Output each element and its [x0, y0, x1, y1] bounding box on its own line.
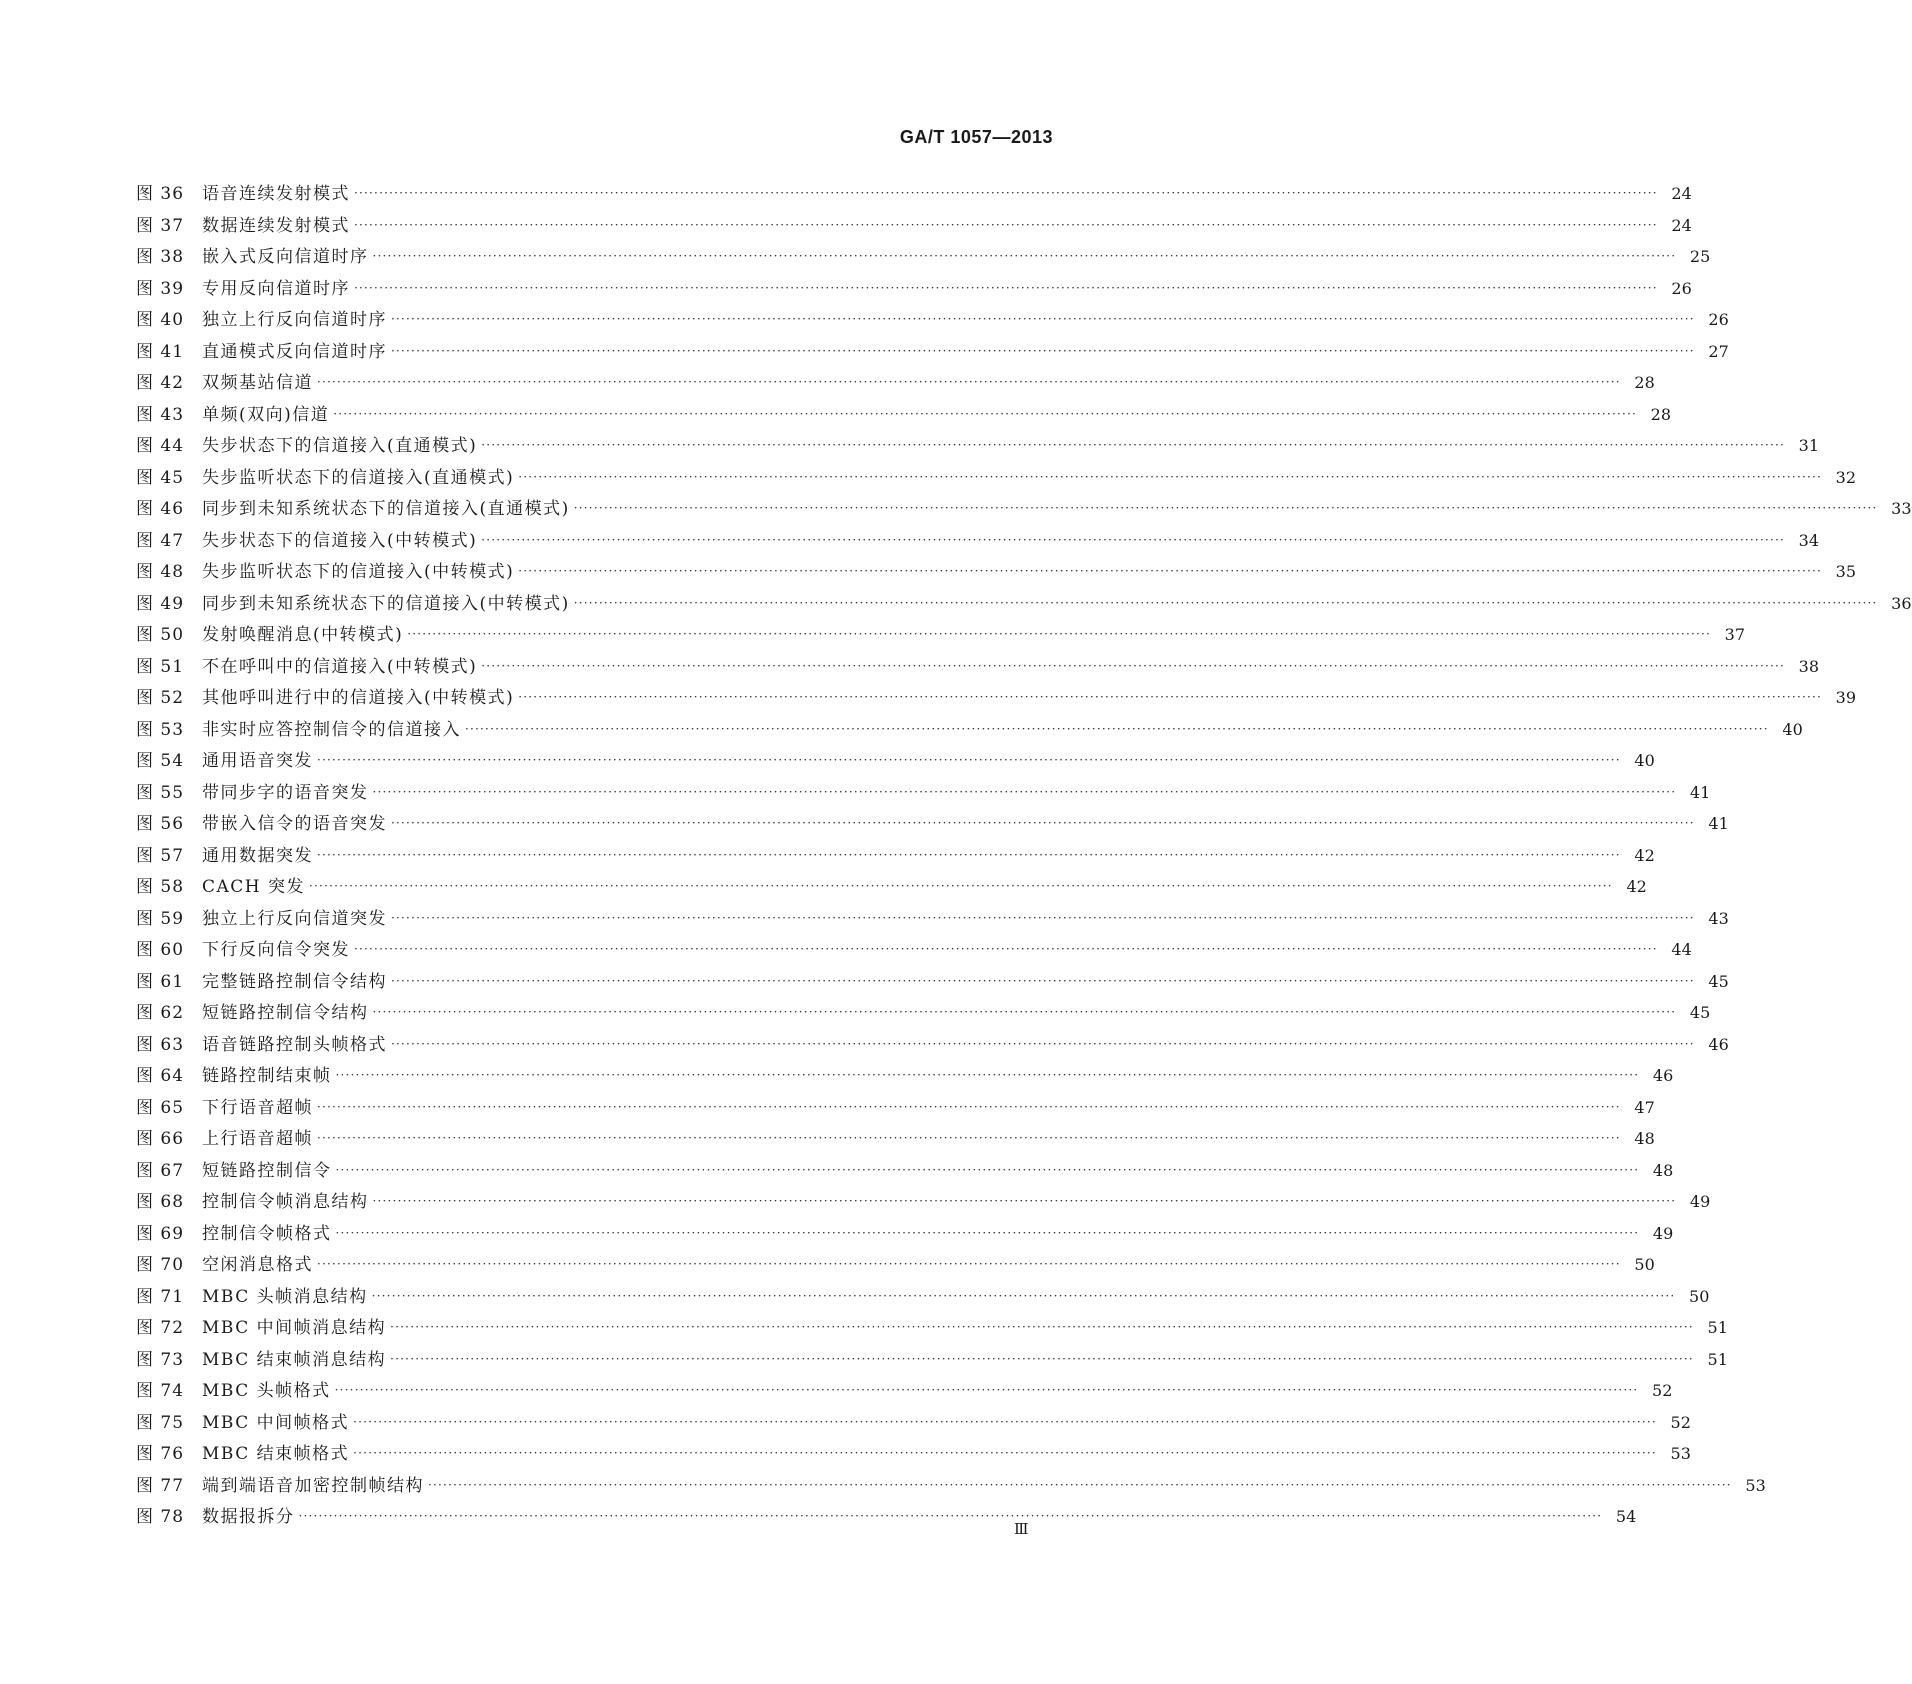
figure-title: MBC 中间帧格式 [202, 1412, 350, 1433]
figure-title: MBC 结束帧格式 [202, 1444, 350, 1464]
dot-leader: ···································································································································································································································································· [391, 816, 1695, 830]
toc-entry[interactable] [136, 588, 1912, 620]
page-reference: 33 [1891, 499, 1912, 518]
dot-leader: ···································································································································································································································································· [317, 1099, 1621, 1114]
page-reference: 51 [1707, 1349, 1728, 1369]
figure-title: MBC 中间帧消息结构 [202, 1318, 387, 1338]
toc-entry[interactable] [136, 1218, 1674, 1250]
toc-entry[interactable] [136, 714, 1803, 746]
dot-leader: ···································································································································································································································································· [335, 1225, 1640, 1240]
dot-leader: ···································································································································································································································································· [573, 501, 1878, 515]
page-reference: 26 [1671, 278, 1692, 298]
figure-title: 独立上行反向信道时序 [202, 310, 387, 330]
page-number: Ⅲ [1014, 1520, 1029, 1538]
figure-title: 完整链路控制信令结构 [202, 971, 387, 992]
page-reference: 42 [1626, 877, 1647, 896]
page-reference: 50 [1689, 1286, 1710, 1306]
dot-leader: ···································································································································································································································································· [317, 847, 1621, 862]
page-reference: 45 [1689, 1003, 1711, 1022]
figure-label: 图 54 [136, 751, 185, 771]
page-reference: 53 [1670, 1444, 1691, 1463]
dot-leader: ···································································································································································································································································· [354, 217, 1658, 232]
page-reference: 44 [1671, 940, 1692, 959]
figure-label: 图 50 [136, 625, 185, 645]
page-reference: 42 [1634, 845, 1655, 865]
toc-entry[interactable] [136, 1407, 1691, 1439]
figure-label: 图 71 [136, 1286, 185, 1307]
toc-entry[interactable] [136, 1344, 1728, 1376]
dot-leader: ···································································································································································································································································· [390, 1351, 1694, 1366]
dot-leader: ···································································································································································································································································· [391, 343, 1695, 358]
toc-entry[interactable] [136, 367, 1655, 399]
figure-label: 图 59 [136, 908, 185, 929]
figure-label: 图 72 [136, 1318, 185, 1338]
figure-title: 通用数据突发 [202, 845, 313, 866]
figure-title: MBC 头帧消息结构 [202, 1286, 368, 1307]
page-reference: 47 [1634, 1097, 1655, 1117]
figure-title: 短链路控制信令结构 [202, 1003, 369, 1023]
figure-label: 图 45 [136, 467, 185, 488]
page-reference: 39 [1835, 688, 1857, 707]
figure-label: 图 42 [136, 373, 185, 393]
figure-title: 端到端语音加密控制帧结构 [202, 1475, 424, 1496]
figure-label: 图 48 [136, 562, 185, 582]
figure-title: 失步监听状态下的信道接入(直通模式) [202, 467, 515, 488]
figure-title: 发射唤醒消息(中转模式) [202, 625, 404, 645]
dot-leader: ···································································································································································································································································· [372, 1005, 1677, 1019]
toc-entry[interactable] [136, 1155, 1674, 1187]
dot-leader: ···································································································································································································································································· [317, 1131, 1621, 1145]
page-reference: 43 [1708, 908, 1729, 928]
page-reference: 28 [1650, 404, 1672, 424]
page-reference: 28 [1634, 373, 1655, 392]
figure-label: 图 77 [136, 1475, 185, 1496]
toc-entry[interactable] [136, 1092, 1655, 1124]
figure-title: 双频基站信道 [202, 373, 313, 393]
toc-entry[interactable] [136, 399, 1672, 431]
dot-leader: ···································································································································································································································································· [518, 564, 1823, 578]
figure-title: 空闲消息格式 [202, 1255, 313, 1275]
dot-leader: ···································································································································································································································································· [372, 784, 1677, 799]
page-reference: 40 [1782, 719, 1803, 739]
toc-entry[interactable] [136, 745, 1655, 777]
figure-label: 图 68 [136, 1192, 185, 1212]
standard-code: GA/T 1057—2013 [899, 127, 1053, 147]
toc-entry[interactable] [136, 1281, 1710, 1313]
toc-entry[interactable] [136, 556, 1857, 588]
toc-entry[interactable] [136, 1123, 1655, 1155]
figure-title: 其他呼叫进行中的信道接入(中转模式) [202, 688, 515, 708]
dot-leader: ···································································································································································································································································· [333, 406, 1638, 421]
figure-label: 图 75 [136, 1412, 185, 1433]
figure-label: 图 58 [136, 877, 185, 897]
dot-leader: ···································································································································································································································································· [481, 532, 1786, 547]
figure-label: 图 41 [136, 341, 185, 362]
dot-leader: ···································································································································································································································································· [335, 1068, 1640, 1082]
toc-entry[interactable] [136, 966, 1729, 998]
page-reference: 46 [1708, 1034, 1729, 1054]
page-reference: 53 [1745, 1475, 1766, 1495]
figure-label: 图 67 [136, 1160, 185, 1181]
toc-entry[interactable] [136, 1249, 1655, 1281]
toc-entry[interactable] [136, 525, 1820, 557]
figure-label: 图 61 [136, 971, 185, 992]
page-reference: 25 [1689, 247, 1711, 266]
figure-title: 非实时应答控制信令的信道接入 [202, 719, 461, 740]
figure-title: 语音链路控制头帧格式 [202, 1034, 387, 1055]
figure-title: 单频(双向)信道 [202, 404, 330, 425]
page-reference: 36 [1891, 593, 1912, 613]
figure-label: 图 69 [136, 1223, 185, 1244]
dot-leader: ···································································································································································································································································· [309, 879, 1613, 893]
toc-entry[interactable] [136, 210, 1692, 242]
dot-leader: ···································································································································································································································································· [391, 312, 1695, 326]
page-reference: 38 [1798, 656, 1820, 676]
figure-label: 图 47 [136, 530, 185, 551]
page-reference: 48 [1634, 1129, 1655, 1148]
figure-label: 图 38 [136, 247, 185, 267]
figure-label: 图 43 [136, 404, 185, 425]
toc-entry[interactable] [136, 273, 1692, 305]
figure-title: 数据报拆分 [202, 1507, 295, 1527]
page-reference: 50 [1634, 1255, 1655, 1274]
toc-entry[interactable] [136, 651, 1820, 683]
figure-title: 嵌入式反向信道时序 [202, 247, 369, 267]
figure-title: 控制信令帧消息结构 [202, 1192, 369, 1212]
figure-label: 图 57 [136, 845, 185, 866]
toc-entry[interactable] [136, 840, 1655, 872]
figure-title: 下行语音超帧 [202, 1097, 313, 1118]
toc-entry[interactable] [136, 777, 1711, 809]
dot-leader: ···································································································································································································································································· [573, 595, 1878, 610]
dot-leader: ···································································································································································································································································· [372, 1194, 1677, 1208]
figure-label: 图 39 [136, 278, 185, 299]
figure-label: 图 51 [136, 656, 185, 677]
toc-entry[interactable] [136, 1375, 1673, 1407]
dot-leader: ···································································································································································································································································· [428, 1477, 1732, 1492]
figure-title: 独立上行反向信道突发 [202, 908, 387, 929]
toc-entry[interactable] [136, 1312, 1728, 1344]
toc-entry[interactable] [136, 1470, 1766, 1502]
dot-leader: ···································································································································································································································································· [317, 1257, 1621, 1271]
figure-label: 图 70 [136, 1255, 185, 1275]
figure-label: 图 74 [136, 1381, 185, 1401]
figure-title: 带嵌入信令的语音突发 [202, 814, 387, 834]
figure-label: 图 53 [136, 719, 185, 740]
dot-leader: ···································································································································································································································································· [298, 1509, 1603, 1523]
figure-title: CACH 突发 [202, 877, 306, 897]
figure-label: 图 37 [136, 215, 185, 236]
dot-leader: ···································································································································································································································································· [390, 1320, 1694, 1334]
figure-title: 下行反向信令突发 [202, 940, 350, 960]
toc-entry[interactable] [136, 304, 1729, 336]
toc-entry[interactable] [136, 682, 1857, 714]
toc-entry[interactable] [136, 493, 1912, 525]
dot-leader: ···································································································································································································································································· [465, 721, 1769, 736]
dot-leader: ···································································································································································································································································· [334, 1383, 1639, 1397]
dot-leader: ···································································································································································································································································· [354, 942, 1658, 956]
page-reference: 45 [1708, 971, 1729, 991]
dot-leader: ···································································································································································································································································· [391, 1036, 1695, 1051]
page-reference: 41 [1689, 782, 1711, 802]
dot-leader: ···································································································································································································································································· [518, 469, 1823, 484]
figure-title: 同步到未知系统状态下的信道接入(中转模式) [202, 593, 570, 614]
page-reference: 46 [1652, 1066, 1674, 1085]
figure-title: 不在呼叫中的信道接入(中转模式) [202, 656, 478, 677]
page-reference: 35 [1835, 562, 1857, 581]
figure-label: 图 73 [136, 1349, 185, 1370]
figure-label: 图 36 [136, 184, 185, 204]
page-reference: 24 [1671, 215, 1692, 235]
dot-leader: ···································································································································································································································································· [353, 1446, 1657, 1460]
figure-label: 图 65 [136, 1097, 185, 1118]
page-reference: 32 [1835, 467, 1857, 487]
figure-label: 图 44 [136, 436, 185, 456]
toc-entry[interactable] [136, 430, 1820, 462]
figure-label: 图 56 [136, 814, 185, 834]
dot-leader: ···································································································································································································································································· [354, 280, 1658, 295]
page-reference: 51 [1707, 1318, 1728, 1337]
dot-leader: ···································································································································································································································································· [317, 753, 1621, 767]
figure-label: 图 66 [136, 1129, 185, 1149]
dot-leader: ···································································································································································································································································· [317, 375, 1621, 389]
figure-label: 图 60 [136, 940, 185, 960]
dot-leader: ···································································································································································································································································· [353, 1414, 1657, 1429]
toc-entry[interactable] [136, 178, 1692, 210]
toc-entry[interactable] [136, 1438, 1691, 1470]
figure-title: MBC 头帧格式 [202, 1381, 331, 1401]
figure-list [136, 178, 1912, 1533]
figure-title: 上行语音超帧 [202, 1129, 313, 1149]
page-reference: 40 [1634, 751, 1655, 770]
figure-title: 短链路控制信令 [202, 1160, 332, 1181]
figure-label: 图 63 [136, 1034, 185, 1055]
dot-leader: ···································································································································································································································································· [481, 658, 1786, 673]
toc-entry[interactable] [136, 997, 1711, 1029]
dot-leader: ···································································································································································································································································· [335, 1162, 1640, 1177]
figure-title: 带同步字的语音突发 [202, 782, 369, 803]
figure-label: 图 46 [136, 499, 185, 519]
figure-title: 通用语音突发 [202, 751, 313, 771]
page-reference: 27 [1708, 341, 1729, 361]
figure-title: 语音连续发射模式 [202, 184, 350, 204]
toc-entry[interactable] [136, 808, 1729, 840]
dot-leader: ···································································································································································································································································· [372, 249, 1677, 263]
figure-title: 失步状态下的信道接入(直通模式) [202, 436, 478, 456]
toc-entry[interactable] [136, 903, 1729, 935]
page-reference: 49 [1689, 1192, 1711, 1211]
dot-leader: ···································································································································································································································································· [481, 438, 1786, 452]
figure-label: 图 55 [136, 782, 185, 803]
page-reference: 52 [1652, 1381, 1673, 1400]
figure-title: 失步监听状态下的信道接入(中转模式) [202, 562, 515, 582]
figure-label: 图 40 [136, 310, 185, 330]
figure-label: 图 62 [136, 1003, 185, 1023]
page-reference: 41 [1708, 814, 1729, 833]
dot-leader: ···································································································································································································································································· [354, 186, 1658, 200]
toc-entry[interactable] [136, 871, 1647, 903]
figure-label: 图 49 [136, 593, 185, 614]
page-reference: 26 [1708, 310, 1729, 329]
figure-label: 图 52 [136, 688, 185, 708]
dot-leader: ···································································································································································································································································· [371, 1288, 1676, 1303]
page-reference: 37 [1724, 625, 1746, 644]
figure-label: 图 78 [136, 1507, 185, 1527]
dot-leader: ···································································································································································································································································· [391, 910, 1695, 925]
figure-title: 控制信令帧格式 [202, 1223, 332, 1244]
page-reference: 49 [1652, 1223, 1674, 1243]
toc-entry[interactable] [136, 336, 1729, 368]
page-reference: 31 [1798, 436, 1820, 455]
figure-title: 链路控制结束帧 [202, 1066, 332, 1086]
toc-entry[interactable] [136, 1060, 1674, 1092]
page-reference: 48 [1652, 1160, 1674, 1180]
page-reference: 52 [1670, 1412, 1691, 1432]
page-reference: 54 [1615, 1507, 1637, 1526]
figure-label: 图 64 [136, 1066, 185, 1086]
toc-entry[interactable] [136, 1029, 1729, 1061]
figure-title: MBC 结束帧消息结构 [202, 1349, 387, 1370]
toc-entry[interactable] [136, 1186, 1711, 1218]
page-reference: 34 [1798, 530, 1820, 550]
figure-title: 直通模式反向信道时序 [202, 341, 387, 362]
page-reference: 24 [1671, 184, 1692, 203]
toc-entry[interactable] [136, 462, 1857, 494]
figure-title: 专用反向信道时序 [202, 278, 350, 299]
figure-title: 失步状态下的信道接入(中转模式) [202, 530, 478, 551]
figure-title: 数据连续发射模式 [202, 215, 350, 236]
dot-leader: ···································································································································································································································································· [391, 973, 1695, 988]
figure-title: 同步到未知系统状态下的信道接入(直通模式) [202, 499, 570, 519]
toc-entry[interactable] [136, 934, 1692, 966]
toc-entry[interactable] [136, 1501, 1637, 1533]
figure-label: 图 76 [136, 1444, 185, 1464]
toc-entry[interactable] [136, 241, 1711, 273]
toc-entry[interactable] [136, 619, 1746, 651]
dot-leader: ···································································································································································································································································· [407, 627, 1712, 641]
dot-leader: ···································································································································································································································································· [518, 690, 1823, 704]
